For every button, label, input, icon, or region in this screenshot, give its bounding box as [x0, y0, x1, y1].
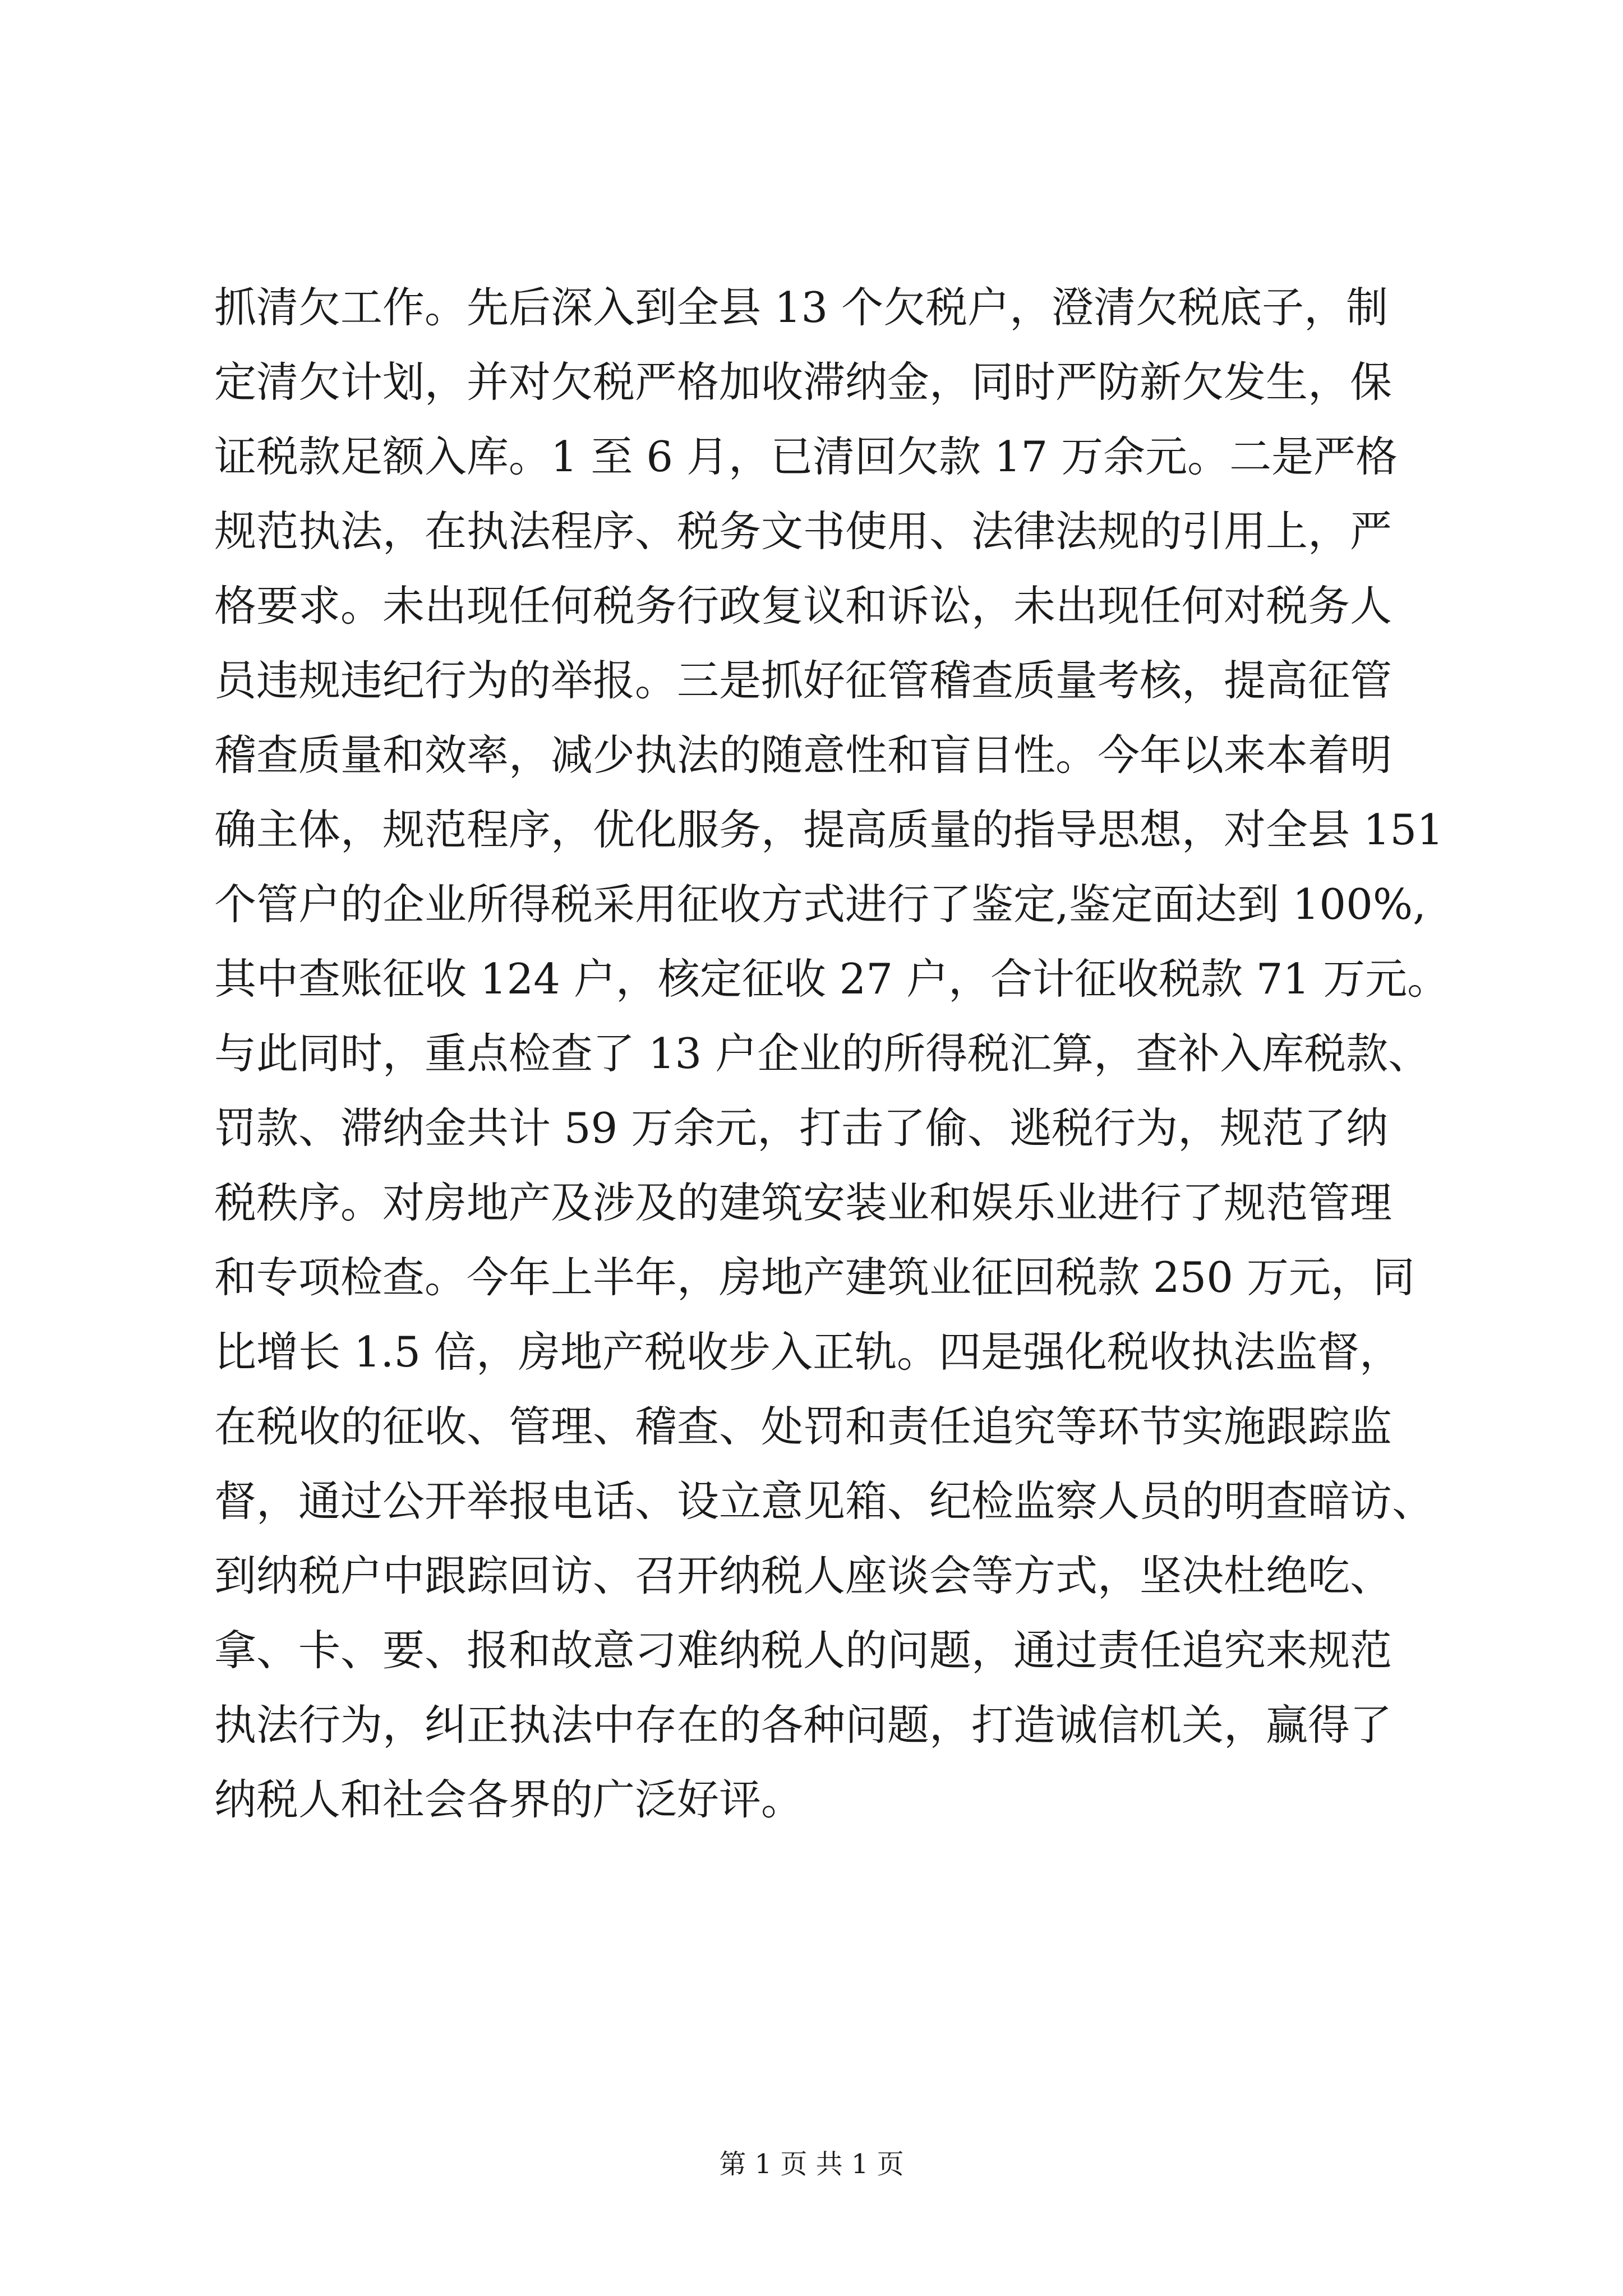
text-line: 其中查账征收 124 户，核定征收 27 户，合计征收税款 71 万元。	[214, 954, 1450, 1004]
text-line: 和专项检查。今年上半年，房地产建筑业征回税款 250 万元，同	[214, 1253, 1415, 1302]
text-line: 到纳税户中跟踪回访、召开纳税人座谈会等方式，坚决杜绝吃、	[214, 1551, 1393, 1600]
text-line: 证税款足额入库。1 至 6 月，已清回欠款 17 万余元。二是严格	[214, 432, 1398, 481]
text-line: 稽查质量和效率，减少执法的随意性和盲目性。今年以来本着明	[214, 730, 1393, 780]
text-line: 罚款、滞纳金共计 59 万余元，打击了偷、逃税行为，规范了纳	[214, 1103, 1389, 1153]
text-line: 确主体，规范程序，优化服务，提高质量的指导思想，对全县 151	[214, 805, 1444, 854]
text-line: 员违规违纪行为的举报。三是抓好征管稽查质量考核，提高征管	[214, 656, 1393, 705]
text-line: 个管户的企业所得税采用征收方式进行了鉴定,鉴定面达到 100%,	[214, 880, 1426, 929]
text-line: 拿、卡、要、报和故意刁难纳税人的问题，通过责任追究来规范	[214, 1626, 1393, 1675]
text-line: 执法行为，纠正执法中存在的各种问题，打造诚信机关，赢得了	[214, 1700, 1393, 1750]
text-line: 与此同时，重点检查了 13 户企业的所得税汇算，查补入库税款、	[214, 1029, 1431, 1078]
text-line: 督，通过公开举报电话、设立意见箱、纪检监察人员的明查暗访、	[214, 1476, 1435, 1526]
text-line: 规范执法，在执法程序、税务文书使用、法律法规的引用上，严	[214, 507, 1393, 556]
text-line: 定清欠计划，并对欠税严格加收滞纳金，同时严防新欠发生，保	[214, 357, 1393, 407]
page-footer: 第 1 页 共 1 页	[719, 2148, 904, 2180]
text-line: 税秩序。对房地产及涉及的建筑安装业和娱乐业进行了规范管理	[214, 1178, 1393, 1227]
text-line: 抓清欠工作。先后深入到全县 13 个欠税户，澄清欠税底子，制	[214, 283, 1389, 332]
text-line: 比增长 1.5 倍，房地产税收步入正轨。四是强化税收执法监督，	[214, 1327, 1401, 1377]
text-line: 在税收的征收、管理、稽查、处罚和责任追究等环节实施跟踪监	[214, 1402, 1393, 1451]
text-line: 格要求。未出现任何税务行政复议和诉讼，未出现任何对税务人	[214, 581, 1393, 631]
text-line: 纳税人和社会各界的广泛好评。	[214, 1775, 804, 1824]
